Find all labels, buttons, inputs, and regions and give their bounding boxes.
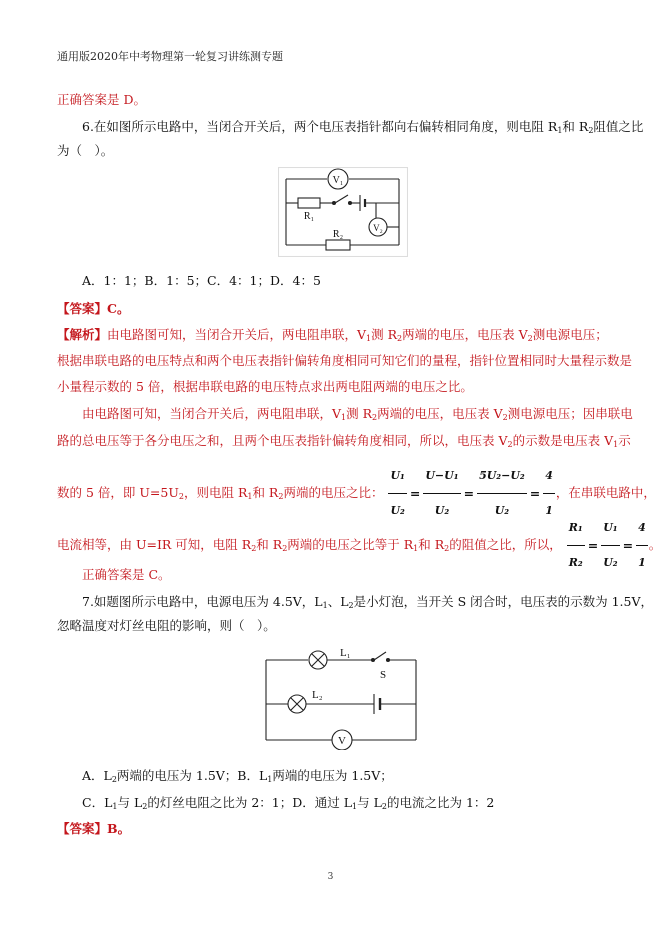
q7-stem-line1: 7.如题图所示电路中，电源电压为 4.5V，$L_1$、$L_2$是小灯泡，当开关 S 闭合时，电压表的示数为 1.5V， bbox=[82, 594, 653, 610]
q7-options-cd: C．$L_1$与 $L_2$的灯丝电阻之比为 2：1；D．通过 $L_1$与 $L_2$的电流之比为 1：2 bbox=[82, 795, 495, 811]
q7-stem-line2: 忽略温度对灯丝电阻的影响，则（ ）。 bbox=[57, 618, 276, 633]
r2-label: R₂ bbox=[332, 229, 344, 240]
q6-detail-line4: 电流相等，由 U=IR 可知，电阻 $R_2$和 $R_2$两端的电压之比等于 $R_1$和 $R_2$的阻值之比，所以， $\frac{\text{R₁}}{\text{R₂}}$ = $\frac{\text{U₁}}{\text{U₂}}$ = $\frac{4}{1}$ 。 bbox=[57, 512, 661, 579]
q6-answer-tag: 【答案】C。 bbox=[57, 301, 130, 316]
fraction-u1-u2: $\frac{\text{U₁}}{\text{U₂}}$ bbox=[388, 460, 406, 527]
fraction-u1-u2-b: $\frac{\text{U₁}}{\text{U₂}}$ bbox=[601, 512, 619, 579]
l1-label: L₁ bbox=[340, 647, 351, 659]
q6-analysis-line2: 根据串联电路的电压特点和两个电压表指针偏转角度相同可知它们的量程，指针位置相同时大量程示数是 bbox=[57, 353, 633, 368]
fraction-r1-r2: $\frac{\text{R₁}}{\text{R₂}}$ bbox=[567, 512, 585, 579]
fraction-u-minus-u1: $\frac{\text{U−U₁}}{\text{U₂}}$ bbox=[423, 460, 460, 527]
l2-label: L₂ bbox=[312, 689, 323, 701]
q7-circuit-diagram bbox=[262, 642, 422, 750]
v2-meter-label: V₂ bbox=[373, 223, 383, 233]
voltmeter-label: V bbox=[338, 735, 346, 747]
fraction-4-1: $\frac{4}{1}$ bbox=[543, 460, 555, 527]
q6-detail-line3: 数的 5 倍，即 $U=5U_2$，则电阻 $R_1$和 $R_2$两端的电压之比： $\frac{\text{U₁}}{\text{U₂}}$ = $\frac{\text{U−U₁}}{\text{U₂}}$ = $\frac{\text{5U₂−U₂}}{\text{U₂}}$ = $\frac{4}{1}$ ，在串联电路中， bbox=[57, 460, 656, 527]
q6-analysis-line3: 小量程示数的 5 倍，根据串联电路的电压特点求出两电阻两端的电压之比。 bbox=[57, 379, 473, 394]
q6-detail-line2: 路的总电压等于各分电压之和，且两个电压表指针偏转角度相同，所以，电压表 $V_2$的示数是电压表 $V_1$示 bbox=[57, 433, 631, 449]
q6-stem-line1: 6.在如图所示电路中，当闭合开关后，两个电压表指针都向右偏转相同角度，则电阻 $R_1$和 $R_2$阻值之比 bbox=[82, 119, 644, 135]
q7-options-ab: A．$L_2$两端的电压为 1.5V；B．$L_1$两端的电压为 1.5V； bbox=[82, 768, 393, 784]
page-number: 3 bbox=[327, 872, 334, 882]
q6-detail-line1: 由电路图可知，当闭合开关后，两电阻串联，$V_1$测 $R_2$两端的电压，电压表 $V_2$测电源电压；因串联电 bbox=[82, 406, 633, 422]
q6-circuit-diagram bbox=[278, 167, 408, 257]
q6-final-answer: 正确答案是 C。 bbox=[82, 567, 171, 582]
v1-meter-label: V₁ bbox=[332, 175, 344, 186]
page-header: 通用版2020年中考物理第一轮复习讲练测专题 bbox=[57, 50, 283, 63]
fraction-5u2-minus-u2: $\frac{\text{5U₂−U₂}}{\text{U₂}}$ bbox=[477, 460, 527, 527]
fraction-4-1-b: $\frac{4}{1}$ bbox=[636, 512, 648, 579]
previous-answer: 正确答案是 D。 bbox=[57, 92, 146, 107]
switch-label: S bbox=[380, 669, 387, 681]
q6-options: A．1：1；B．1：5；C．4：1；D．4：5 bbox=[82, 273, 321, 288]
q7-answer-tag: 【答案】B。 bbox=[57, 821, 131, 836]
q6-analysis-line1: 【解析】由电路图可知，当闭合开关后，两电阻串联，$V_1$测 $R_2$两端的电压，电压表 $V_2$测电源电压； bbox=[57, 327, 608, 343]
r1-label: R₁ bbox=[303, 211, 315, 222]
q6-stem-line2: 为（ ）。 bbox=[57, 143, 114, 158]
